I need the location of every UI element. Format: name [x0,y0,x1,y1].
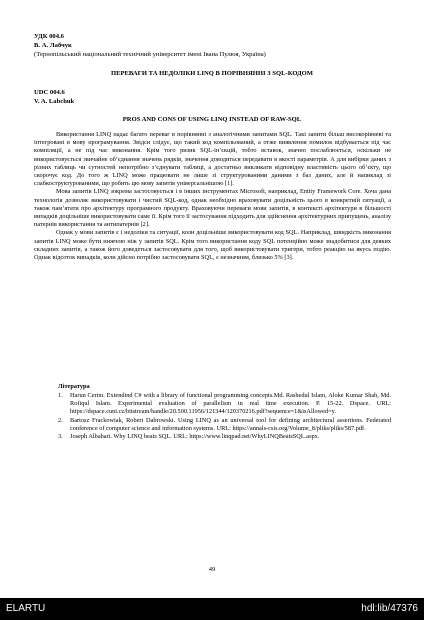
udc-code-uk: УДК 004.6 [34,33,64,40]
article-body [34,131,391,262]
author-uk: В. А. Лабчук [34,42,72,49]
author-en: V. A. Labchuk [34,98,75,105]
reference-item [58,392,391,417]
reference-number: 3. [58,433,63,441]
reference-text: Bartosz Frackowiak, Robert Dabrowski. Using LINQ as an universal tool for defining architectural assertions. Federated conference of computer science and information systems. URL: https://annals-csis.org/Volume_8/pliks/pliks/587.pdf. [70,416,391,432]
reference-item [58,433,391,441]
paragraph-2: Мова запитів LINQ зокрема застосовується і в інших інструментах Microsoft, наприклад, Entity Framework Core. Хоча дана технологія дозволяє використовувати і чистий SQL-код, однак необхідно враховувати доцільність цього в конкретній ситуації, а також пам’ятати про архітектуру програмного продукту. Враховуючи переваги мови запитів, в контексті архітектури в більшості випадків доцільніше використовувати саме її. Крім того її застосування підходить для здійснення архітектурних припущень, аналізу патернів використання та антипатернів [2]. [34,188,391,229]
page-number: 49 [208,566,216,573]
repository-name: ELARTU [6,603,46,614]
affiliation-uk: (Тернопільський національний технічний університет імені Івана Пулюя, Україна) [34,51,266,58]
udc-code-en: UDC 004.6 [34,89,65,96]
reference-list [58,392,391,441]
paragraph-3: Однак у мови запитів є і недоліки та ситуації, коли доцільніше використовувати код SQL. Наприклад, швидкість виконання запитів LINQ може бути нижчою ніж у запитів SQL. Крім того використання коду SQL потенційно може знадобитися для деяких складних запитів, а також його доведеться застосовувати для того, щоб використовувати тригери, тобто реакцію на якусь подію. Однак відсоток випадків, коли дійсно потрібно застосовувати SQL, є незначним, близько 5% [3]. [34,229,391,262]
reference-item [58,417,391,433]
literature-heading: Література [58,383,90,390]
title-en: PROS AND CONS OF USING LINQ INSTEAD OF RAW-SQL [122,116,302,123]
repository-footer-bar [0,598,424,620]
paragraph-1: Використання LINQ надає багато переваг в порівнянні з аналогічними запитами SQL. Такі запити більш високорівневі та інтегровані в мову програмування. Звідси слідує, що такий код компільований, а отже виявлення помилок відбувається під час компіляції, а не під час виконання. Крім того ризик SQL-ін’єкцій, тобто вставок, значно послаблюється, оскільки не використовується звичайне об’єднання значень рядків, значення доводиться передавати в якості параметрів. А для вибірки даних з різних таблиць чи сутностей непотрібно з’єднувати таблиці, а достатньо викликати відповідну властивість цього об’єкту, що скорочує код. До того ж LINQ може працювати не лише зі структурованими даними з баз даних, але й напиклад зі слабкоструктурованими, що робить цю мову запитів універсальнішою [1]. [34,131,391,188]
handle-identifier: hdl:lib/47376 [361,603,418,614]
reference-number: 2. [58,416,63,424]
reference-text: Joseph Albahari. Why LINQ beats SQL. URL: https://www.linqpad.net/WhyLINQBeatsSQL.aspx. [70,433,320,441]
reference-number: 1. [58,392,63,399]
title-uk: ПЕРЕВАГИ ТА НЕДОЛІКИ LINQ В ПОРІВНЯННІ З SQL-КОДОМ [110,70,314,77]
reference-text: Harun Cerim. Extendind C# with a library of functional programming concepts.Md. Rashedul Islam, Aloke Kumar Shah, Md. Rofiqul Islam. Experimental evaluation of parallelism in real time execution. P. 15-22. Dspace. URL: https://dspace.cuni.cz/bitstream/handle/20.500.11956/121344/120370216.pdf?sequence=1&isAllowed=y. [70,392,391,416]
